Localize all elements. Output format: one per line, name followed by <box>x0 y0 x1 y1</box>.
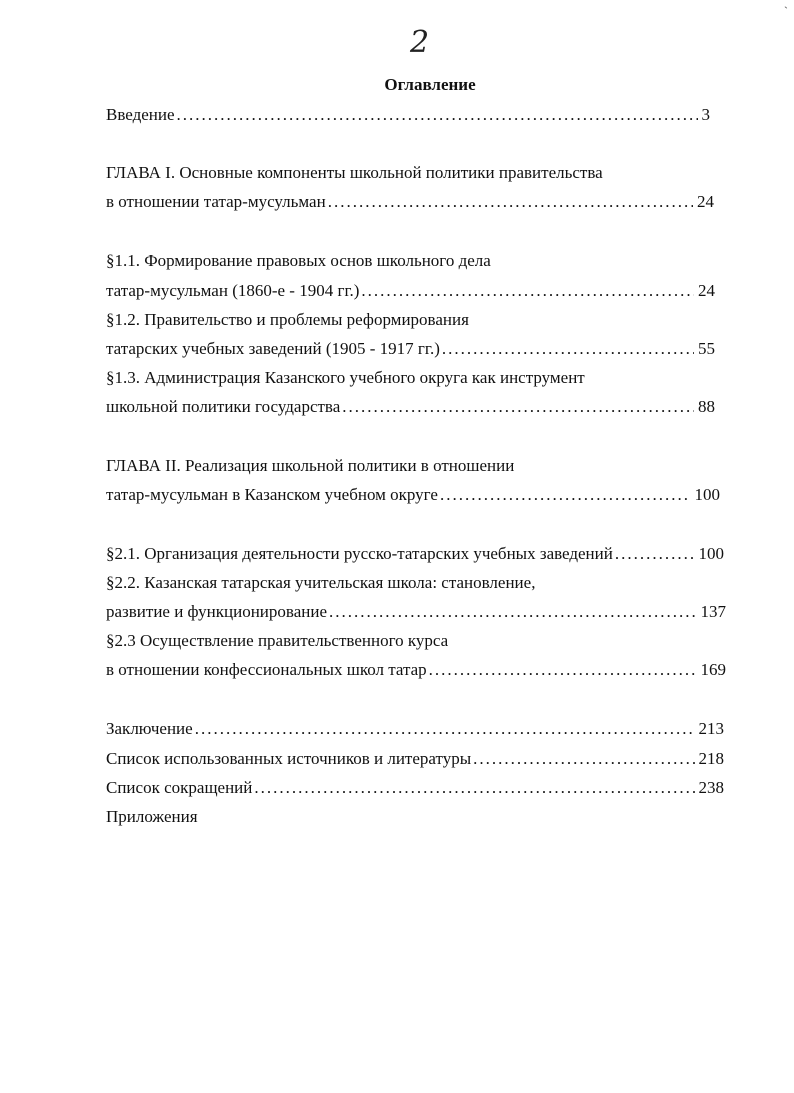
toc-section-1-2-heading: §1.2. Правительство и проблемы реформирования <box>106 310 469 329</box>
toc-entry-text: Список использованных источников и литературы <box>106 749 472 768</box>
toc-page-number: 100 <box>694 485 720 504</box>
toc-entry-chapter-2 <box>106 484 720 506</box>
toc-entry-text: татар-мусульман в Казанском учебном округе <box>106 485 438 504</box>
toc-page-number: 24 <box>698 281 715 300</box>
toc-page-number: 213 <box>698 719 724 738</box>
dot-leader <box>329 601 697 623</box>
toc-page-number: 218 <box>698 749 724 768</box>
toc-entry-section-1-1 <box>106 280 715 302</box>
toc-entry-text: развитие и функционирование <box>106 602 327 621</box>
toc-page-number: 238 <box>698 778 724 797</box>
dot-leader <box>440 484 691 506</box>
page-title: Оглавление <box>384 75 476 94</box>
toc-entry-text: Заключение <box>106 719 193 738</box>
toc-entry-conclusion <box>106 718 724 740</box>
toc-entry-text: школьной политики государства <box>106 397 341 416</box>
toc-entry-text: Введение <box>106 105 175 124</box>
toc-entry-text: Список сокращений <box>106 778 253 797</box>
toc-chapter-2-heading: ГЛАВА II. Реализация школьной политики в отношении <box>106 456 515 475</box>
toc-section-1-3-heading: §1.3. Администрация Казанского учебного округа как инструмент <box>106 368 585 387</box>
corner-mark: ` <box>784 4 788 18</box>
dot-leader <box>473 748 694 770</box>
dot-leader <box>442 338 694 360</box>
toc-entry-abbreviations <box>106 777 724 799</box>
toc-page-number: 24 <box>697 192 714 211</box>
toc-entry-section-2-1 <box>106 543 724 565</box>
toc-section-2-2-heading: §2.2. Казанская татарская учительская школа: становление, <box>106 573 536 592</box>
dot-leader <box>361 280 694 302</box>
toc-page-number: 88 <box>698 397 715 416</box>
dot-leader <box>615 543 695 565</box>
toc-entry-text: в отношении татар-мусульман <box>106 192 326 211</box>
toc-entry-text: §2.1. Организация деятельности русско-татарских учебных заведений <box>106 544 613 563</box>
toc-chapter-1-heading: ГЛАВА I. Основные компоненты школьной политики правительства <box>106 163 603 182</box>
toc-entry-section-1-3 <box>106 396 715 418</box>
toc-entry-section-1-2 <box>106 338 715 360</box>
dot-leader <box>254 777 694 799</box>
toc-entry-sources <box>106 748 724 770</box>
toc-entry-section-2-3 <box>106 659 726 681</box>
toc-section-1-1-heading: §1.1. Формирование правовых основ школьного дела <box>106 251 491 270</box>
toc-entry-chapter-1 <box>106 191 714 213</box>
dot-leader <box>328 191 693 213</box>
toc-page-number: 169 <box>700 660 726 679</box>
dot-leader <box>195 718 695 740</box>
toc-page-number: 55 <box>698 339 715 358</box>
toc-page-number: 3 <box>701 105 710 124</box>
handwritten-page-number: 2 <box>410 25 430 60</box>
toc-section-2-3-heading: §2.3 Осуществление правительственного курса <box>106 631 449 650</box>
toc-entry-text: татар-мусульман (1860-е - 1904 гг.) <box>106 281 360 300</box>
dot-leader <box>342 396 694 418</box>
toc-entry-appendix: Приложения <box>106 807 198 826</box>
dot-leader <box>177 104 698 126</box>
toc-page-number: 137 <box>700 602 726 621</box>
toc-entry-intro <box>106 104 710 126</box>
toc-page-number: 100 <box>698 544 724 563</box>
dot-leader <box>429 659 697 681</box>
toc-entry-text: татарских учебных заведений (1905 - 1917 гг.) <box>106 339 440 358</box>
toc-entry-section-2-2 <box>106 601 726 623</box>
toc-entry-text: в отношении конфессиональных школ татар <box>106 660 427 679</box>
